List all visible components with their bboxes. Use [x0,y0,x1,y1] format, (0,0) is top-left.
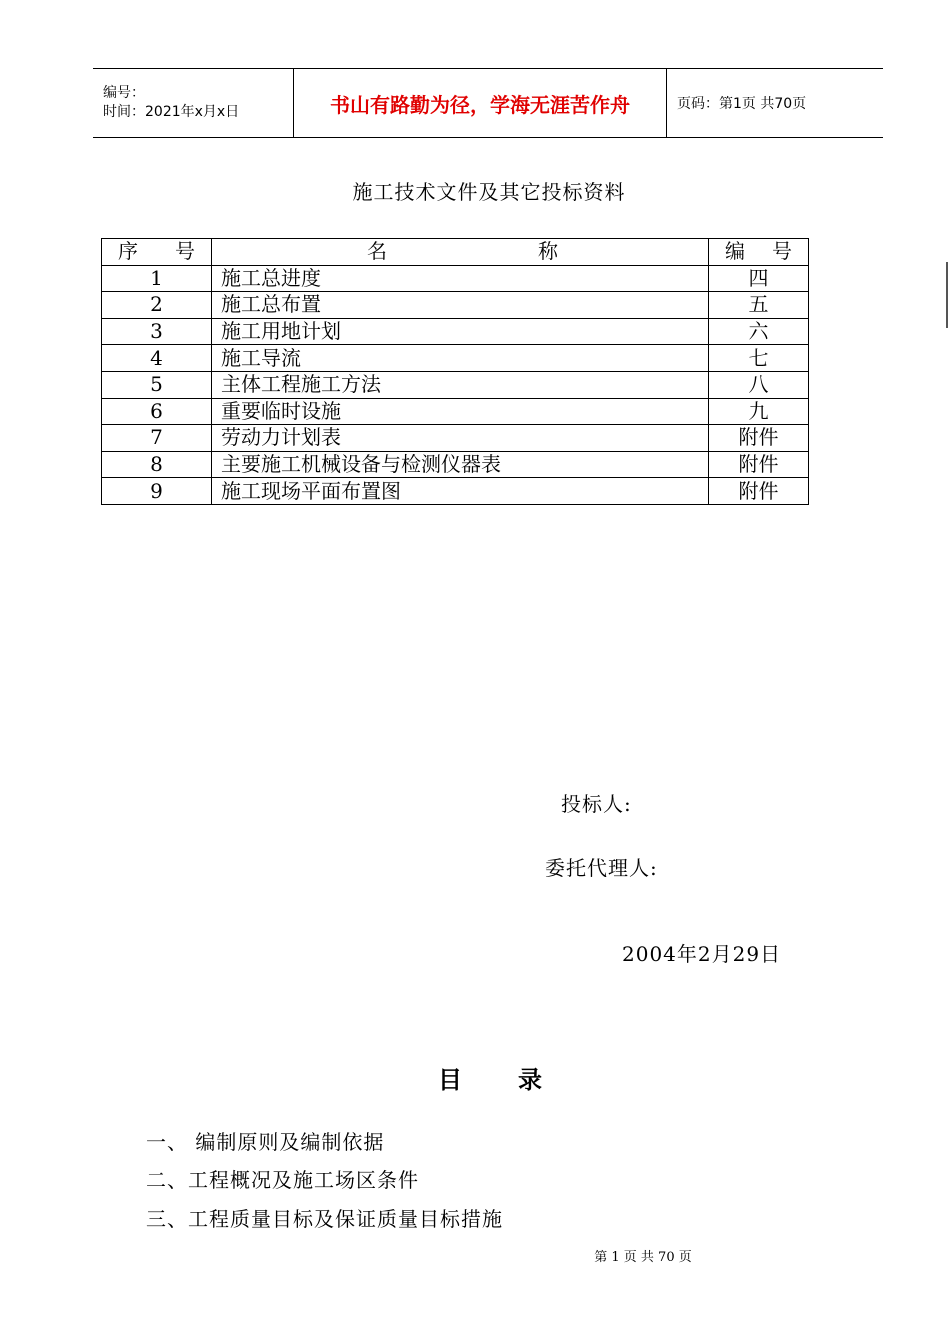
header-motto: 书山有路勤为径，学海无涯苦作舟 [294,69,667,137]
table-row [102,292,809,319]
header-page-info: 页码：第1页 共70页 [677,96,807,112]
contents-item: 一、 编制原则及编制依据 [146,1130,385,1154]
contents-title: 目 录 [438,1066,542,1094]
row-number: 4 [102,345,212,372]
table-row [102,265,809,292]
bidder-label: 投标人: [561,792,632,816]
row-number: 6 [102,398,212,425]
row-name: 施工用地计划 [212,318,709,345]
row-number: 7 [102,425,212,452]
header-name: 名 称 [212,239,709,266]
document-title: 施工技术文件及其它投标资料 [352,180,626,204]
table-row [102,345,809,372]
table-header-row [102,239,809,266]
header-code: 编 号 [709,239,809,266]
edge-mark [946,262,948,328]
row-name: 施工总进度 [212,265,709,292]
row-number: 9 [102,478,212,505]
time-label: 时间：2021年x月x日 [103,104,240,120]
row-number: 1 [102,265,212,292]
contents-item: 二、工程概况及施工场区条件 [146,1168,419,1192]
row-code: 六 [709,318,809,345]
row-number: 3 [102,318,212,345]
row-code: 九 [709,398,809,425]
row-number: 2 [102,292,212,319]
row-code: 七 [709,345,809,372]
row-code: 附件 [709,478,809,505]
table-row [102,451,809,478]
page-header [93,68,883,138]
document-date: 2004年2月29日 [622,942,782,966]
row-number: 8 [102,451,212,478]
row-code: 四 [709,265,809,292]
number-label: 编号： [103,85,145,101]
contents-item: 三、工程质量目标及保证质量目标措施 [146,1207,503,1231]
row-name: 劳动力计划表 [212,425,709,452]
agent-label: 委托代理人: [545,856,658,880]
row-name: 施工导流 [212,345,709,372]
header-meta [93,69,294,137]
row-code: 附件 [709,451,809,478]
row-name: 施工总布置 [212,292,709,319]
table-row [102,371,809,398]
row-name: 重要临时设施 [212,398,709,425]
header-no: 序 号 [102,239,212,266]
row-number: 5 [102,371,212,398]
row-name: 主体工程施工方法 [212,371,709,398]
page-footer: 第 1 页 共 70 页 [594,1250,692,1265]
row-code: 五 [709,292,809,319]
table-row [102,425,809,452]
row-code: 八 [709,371,809,398]
row-name: 施工现场平面布置图 [212,478,709,505]
table-row [102,318,809,345]
row-name: 主要施工机械设备与检测仪器表 [212,451,709,478]
table-row [102,398,809,425]
row-code: 附件 [709,425,809,452]
document-list-table [101,238,809,505]
table-row [102,478,809,505]
